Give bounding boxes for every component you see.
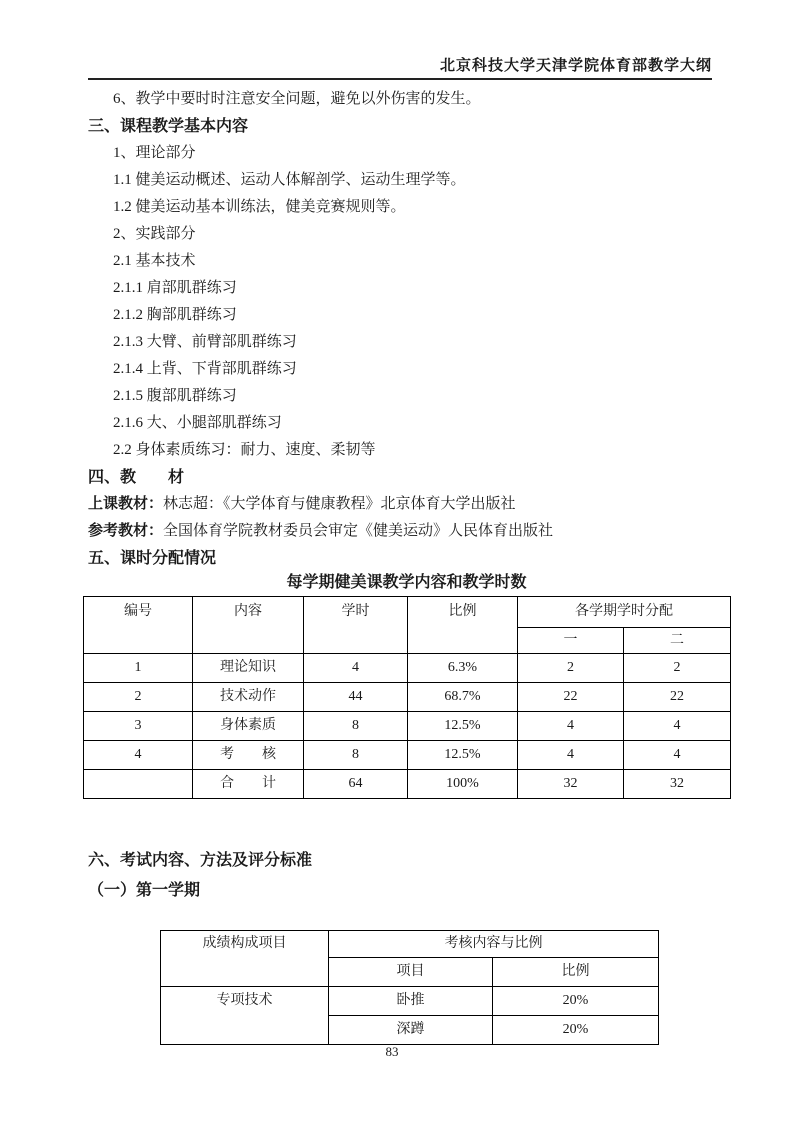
table-cell: 100% xyxy=(408,770,518,799)
table-cell: 4 xyxy=(624,741,731,770)
exam-score-table xyxy=(160,930,659,1045)
table-cell: 12.5% xyxy=(408,712,518,741)
table-cell: 32 xyxy=(624,770,731,799)
table-cell: 卧推 xyxy=(329,987,493,1016)
subsection-heading-semester1: （一）第一学期 xyxy=(88,882,201,899)
list-item: 2.1.4 上背、下背部肌群练习 xyxy=(113,361,297,377)
reference-line xyxy=(88,518,740,545)
table-cell: 4 xyxy=(84,741,193,770)
table-cell: 68.7% xyxy=(408,683,518,712)
table-cell: 2 xyxy=(84,683,193,712)
page-number: 83 xyxy=(385,1044,399,1059)
table-header-row xyxy=(161,931,659,958)
table-cell: 22 xyxy=(518,683,624,712)
header-cell-item: 项目 xyxy=(329,958,493,987)
table-cell: 1 xyxy=(84,654,193,683)
table-row xyxy=(84,654,731,683)
table-cell: 20% xyxy=(493,987,659,1016)
section-heading-6: 六、考试内容、方法及评分标准 xyxy=(88,852,313,869)
table-cell: 考 核 xyxy=(193,741,304,770)
table-cell: 6.3% xyxy=(408,654,518,683)
header-cell-score-items: 成绩构成项目 xyxy=(161,931,329,987)
header-title: 北京科技大学天津学院体育部教学大纲 xyxy=(439,58,712,74)
hours-allocation-table xyxy=(83,596,731,799)
table-row xyxy=(84,683,731,712)
list-item: 1.2 健美运动基本训练法，健美竞赛规则等。 xyxy=(113,199,406,215)
header-cell-ratio: 比例 xyxy=(493,958,659,987)
table-cell: 64 xyxy=(304,770,408,799)
reference-text: 全国体育学院教材委员会审定《健美运动》人民体育出版社 xyxy=(163,523,554,539)
list-item: 2.1.6 大、小腿部肌群练习 xyxy=(113,415,282,431)
table-cell-group-label: 专项技术 xyxy=(161,987,329,1045)
section-heading-3: 三、课程教学基本内容 xyxy=(88,118,249,135)
table-cell: 2 xyxy=(624,654,731,683)
table-cell: 3 xyxy=(84,712,193,741)
hours-table-title: 每学期健美课教学内容和教学时数 xyxy=(286,574,527,591)
header-cell-hours: 学时 xyxy=(304,597,408,654)
list-item: 2.1.5 腹部肌群练习 xyxy=(113,388,237,404)
header-cell-assessment-group: 考核内容与比例 xyxy=(329,931,659,958)
paragraph-safety-note: 6、教学中要时时注意安全问题，避免以外伤害的发生。 xyxy=(113,91,481,107)
list-item: 2.2 身体素质练习：耐力、速度、柔韧等 xyxy=(113,442,376,458)
header-cell-no: 编号 xyxy=(84,597,193,654)
section-heading-5: 五、课时分配情况 xyxy=(88,550,217,567)
list-item: 2.1.1 肩部肌群练习 xyxy=(113,280,237,296)
table-cell: 8 xyxy=(304,712,408,741)
table-header-row xyxy=(84,597,731,628)
section-heading-4: 四、教 材 xyxy=(88,469,185,486)
table-total-row xyxy=(84,770,731,799)
table-cell: 4 xyxy=(624,712,731,741)
textbook-label: 上课教材： xyxy=(88,496,164,512)
table-cell xyxy=(84,770,193,799)
table-cell: 理论知识 xyxy=(193,654,304,683)
reference-label: 参考教材： xyxy=(88,523,164,539)
running-header xyxy=(88,0,712,80)
textbook-text: 林志超：《大学体育与健康教程》北京体育大学出版社 xyxy=(163,496,516,512)
table-cell: 22 xyxy=(624,683,731,712)
table-cell: 2 xyxy=(518,654,624,683)
textbook-line xyxy=(88,491,740,518)
list-item: 2.1 基本技术 xyxy=(113,253,196,269)
table-cell: 4 xyxy=(518,741,624,770)
table-cell: 深蹲 xyxy=(329,1016,493,1045)
table-row xyxy=(84,712,731,741)
header-cell-sem2: 二 xyxy=(624,628,731,654)
header-cell-content: 内容 xyxy=(193,597,304,654)
table-cell: 20% xyxy=(493,1016,659,1045)
table-cell: 身体素质 xyxy=(193,712,304,741)
list-item: 1.1 健美运动概述、运动人体解剖学、运动生理学等。 xyxy=(113,172,466,188)
list-item: 2.1.3 大臂、前臂部肌群练习 xyxy=(113,334,297,350)
table-cell: 8 xyxy=(304,741,408,770)
document-body xyxy=(88,80,740,1045)
table-cell: 合 计 xyxy=(193,770,304,799)
table-cell: 44 xyxy=(304,683,408,712)
table-cell: 4 xyxy=(304,654,408,683)
table-cell: 12.5% xyxy=(408,741,518,770)
header-cell-ratio: 比例 xyxy=(408,597,518,654)
table-row xyxy=(84,741,731,770)
table-cell: 32 xyxy=(518,770,624,799)
header-cell-sem1: 一 xyxy=(518,628,624,654)
table-row xyxy=(161,987,659,1016)
list-item: 2、实践部分 xyxy=(113,226,196,242)
header-cell-group: 各学期学时分配 xyxy=(518,597,731,628)
list-item: 2.1.2 胸部肌群练习 xyxy=(113,307,237,323)
list-item: 1、理论部分 xyxy=(113,145,196,161)
table-cell: 技术动作 xyxy=(193,683,304,712)
table-cell: 4 xyxy=(518,712,624,741)
